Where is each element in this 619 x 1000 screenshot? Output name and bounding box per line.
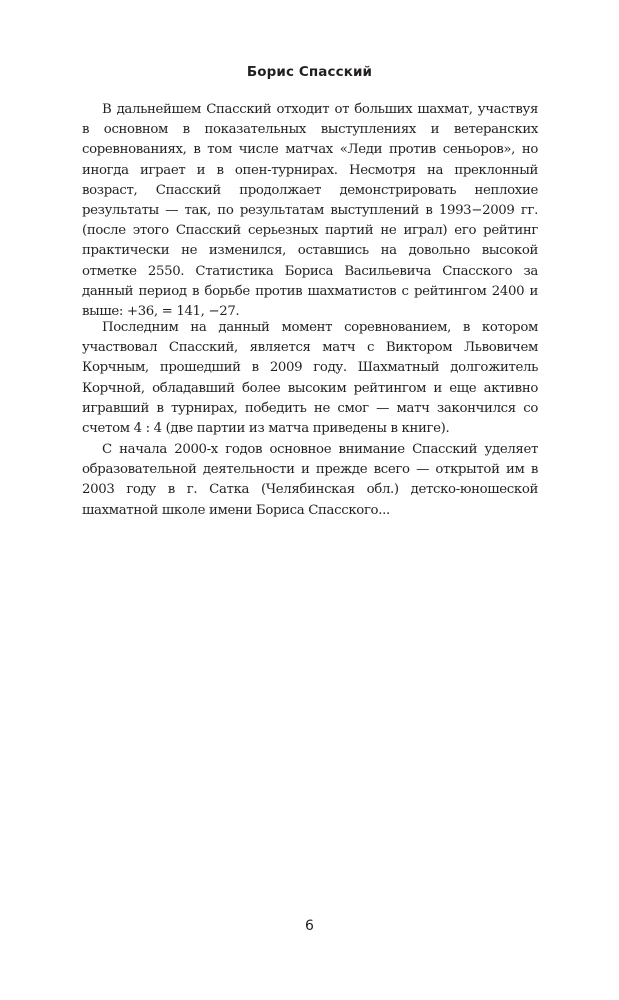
- paragraph-text: В дальнейшем Спасский отходит от больших шахмат, участвуя в основном в показательных выступлениях и ветеранских соревнованиях, в том числе матчах «Леди против сеньоров», но иногда играет и в опен-турнирах. Несмотря на преклонный возраст, Спасский продолжает демонстрировать неплохие результаты — так, по результатам выступлений в 1993−2009 гг. (после этого Спасский серьезных партий не играл) его рейтинг практически не изменился, оставшись на довольно высокой отметке 2550. Статистика Бориса Васильевича Спасского за данный период в борьбе против шахматистов с рейтингом 2400 и выше: +36, = 141, −27.: [82, 102, 538, 320]
- paragraph-text: С начала 2000-х годов основное внимание Спасский уделяет образовательной деятельности и прежде всего — открытой им в 2003 году в г. Сатка (Челябинская обл.) детско-юношеской шахматной школе имени Бориса Спасского...: [82, 442, 538, 518]
- page-number: 6: [305, 918, 314, 934]
- paragraph-text: Последним на данный момент соревнованием, в котором участвовал Спасский, является матч с Виктором Львовичем Корчным, прошедший в 2009 году. Шахматный долгожитель Корчной, обладавший более высоким рейтингом и еще активно игравший в турнирах, победить не смог — матч закончился со счетом 4 : 4 (две партии из матча приведены в книге).: [82, 320, 538, 437]
- paragraph-3: [82, 440, 538, 521]
- running-head-title: Борис Спасский: [246, 64, 373, 80]
- paragraph-1: [82, 100, 538, 322]
- paragraph-2: [82, 318, 538, 439]
